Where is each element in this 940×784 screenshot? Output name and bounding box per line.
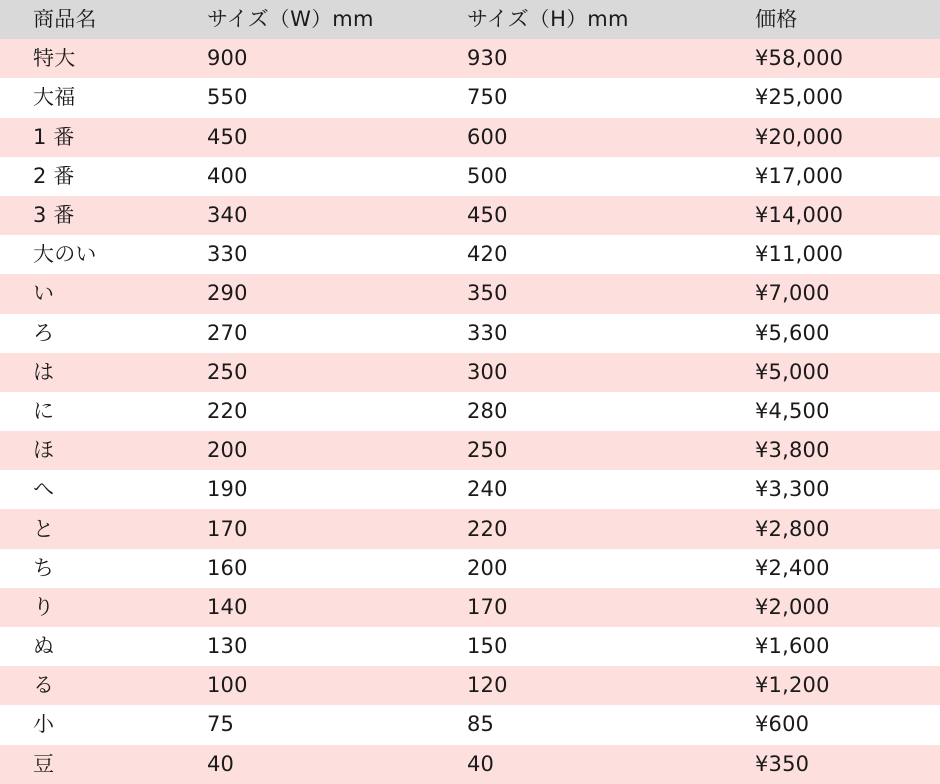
price-cell: ¥25,000 bbox=[755, 87, 844, 109]
product-name-cell: へ bbox=[33, 479, 55, 501]
product-name-cell: に bbox=[33, 400, 55, 422]
table-row bbox=[0, 627, 940, 666]
product-name-cell: と bbox=[33, 518, 55, 540]
table-header-row bbox=[0, 0, 940, 39]
width-cell: 290 bbox=[207, 283, 248, 305]
height-cell: 150 bbox=[467, 636, 508, 658]
table-row bbox=[0, 745, 940, 784]
width-cell: 140 bbox=[207, 596, 248, 618]
price-cell: ¥11,000 bbox=[755, 244, 844, 266]
height-cell: 85 bbox=[467, 714, 495, 736]
width-cell: 40 bbox=[207, 753, 235, 775]
product-name-cell: 特大 bbox=[33, 48, 76, 70]
height-cell: 120 bbox=[467, 675, 508, 697]
table-row bbox=[0, 78, 940, 117]
height-cell: 450 bbox=[467, 205, 508, 227]
price-cell: ¥600 bbox=[755, 714, 810, 736]
height-cell: 300 bbox=[467, 361, 508, 383]
price-cell: ¥2,400 bbox=[755, 557, 830, 579]
price-cell: ¥7,000 bbox=[755, 283, 830, 305]
table-row bbox=[0, 274, 940, 313]
table-row bbox=[0, 588, 940, 627]
height-cell: 750 bbox=[467, 87, 508, 109]
price-cell: ¥14,000 bbox=[755, 205, 844, 227]
price-cell: ¥20,000 bbox=[755, 126, 844, 148]
price-cell: ¥1,200 bbox=[755, 675, 830, 697]
width-cell: 900 bbox=[207, 48, 248, 70]
product-name-cell: 小 bbox=[33, 714, 55, 736]
price-cell: ¥1,600 bbox=[755, 636, 830, 658]
product-name-cell: ぬ bbox=[33, 636, 55, 658]
product-name-cell: 豆 bbox=[33, 753, 55, 775]
table-row bbox=[0, 431, 940, 470]
width-cell: 220 bbox=[207, 400, 248, 422]
table-row bbox=[0, 196, 940, 235]
table-row bbox=[0, 314, 940, 353]
product-name-cell: 2 番 bbox=[33, 165, 75, 187]
price-cell: ¥2,000 bbox=[755, 596, 830, 618]
product-name-cell: ち bbox=[33, 557, 55, 579]
header-price: 価格 bbox=[755, 9, 798, 31]
table-row bbox=[0, 353, 940, 392]
table-row bbox=[0, 39, 940, 78]
width-cell: 170 bbox=[207, 518, 248, 540]
price-cell: ¥17,000 bbox=[755, 165, 844, 187]
width-cell: 100 bbox=[207, 675, 248, 697]
table-row bbox=[0, 705, 940, 744]
height-cell: 280 bbox=[467, 400, 508, 422]
product-name-cell: は bbox=[33, 361, 55, 383]
table-row bbox=[0, 549, 940, 588]
width-cell: 75 bbox=[207, 714, 235, 736]
width-cell: 450 bbox=[207, 126, 248, 148]
table-row bbox=[0, 235, 940, 274]
width-cell: 160 bbox=[207, 557, 248, 579]
table-row bbox=[0, 392, 940, 431]
product-name-cell: 大のい bbox=[33, 244, 97, 266]
width-cell: 270 bbox=[207, 322, 248, 344]
price-cell: ¥4,500 bbox=[755, 400, 830, 422]
product-name-cell: ほ bbox=[33, 440, 55, 462]
width-cell: 190 bbox=[207, 479, 248, 501]
width-cell: 200 bbox=[207, 440, 248, 462]
header-name: 商品名 bbox=[33, 9, 97, 31]
width-cell: 330 bbox=[207, 244, 248, 266]
table-row bbox=[0, 157, 940, 196]
height-cell: 240 bbox=[467, 479, 508, 501]
header-width: サイズ（W）mm bbox=[207, 9, 374, 31]
product-name-cell: 大福 bbox=[33, 87, 76, 109]
table-row bbox=[0, 118, 940, 157]
price-cell: ¥5,000 bbox=[755, 361, 830, 383]
table-row bbox=[0, 666, 940, 705]
header-height: サイズ（H）mm bbox=[467, 9, 629, 31]
width-cell: 400 bbox=[207, 165, 248, 187]
price-cell: ¥5,600 bbox=[755, 322, 830, 344]
price-cell: ¥3,300 bbox=[755, 479, 830, 501]
width-cell: 340 bbox=[207, 205, 248, 227]
height-cell: 170 bbox=[467, 596, 508, 618]
price-cell: ¥3,800 bbox=[755, 440, 830, 462]
width-cell: 550 bbox=[207, 87, 248, 109]
product-name-cell: 3 番 bbox=[33, 205, 75, 227]
width-cell: 130 bbox=[207, 636, 248, 658]
table-row bbox=[0, 470, 940, 509]
table-row bbox=[0, 509, 940, 548]
product-name-cell: ろ bbox=[33, 322, 55, 344]
height-cell: 600 bbox=[467, 126, 508, 148]
product-name-cell: る bbox=[33, 675, 55, 697]
product-name-cell: り bbox=[33, 596, 55, 618]
product-name-cell: い bbox=[33, 283, 55, 305]
height-cell: 500 bbox=[467, 165, 508, 187]
height-cell: 330 bbox=[467, 322, 508, 344]
price-cell: ¥350 bbox=[755, 753, 810, 775]
height-cell: 350 bbox=[467, 283, 508, 305]
height-cell: 200 bbox=[467, 557, 508, 579]
height-cell: 250 bbox=[467, 440, 508, 462]
height-cell: 40 bbox=[467, 753, 495, 775]
price-cell: ¥2,800 bbox=[755, 518, 830, 540]
height-cell: 420 bbox=[467, 244, 508, 266]
height-cell: 220 bbox=[467, 518, 508, 540]
height-cell: 930 bbox=[467, 48, 508, 70]
price-cell: ¥58,000 bbox=[755, 48, 844, 70]
product-name-cell: 1 番 bbox=[33, 126, 75, 148]
width-cell: 250 bbox=[207, 361, 248, 383]
